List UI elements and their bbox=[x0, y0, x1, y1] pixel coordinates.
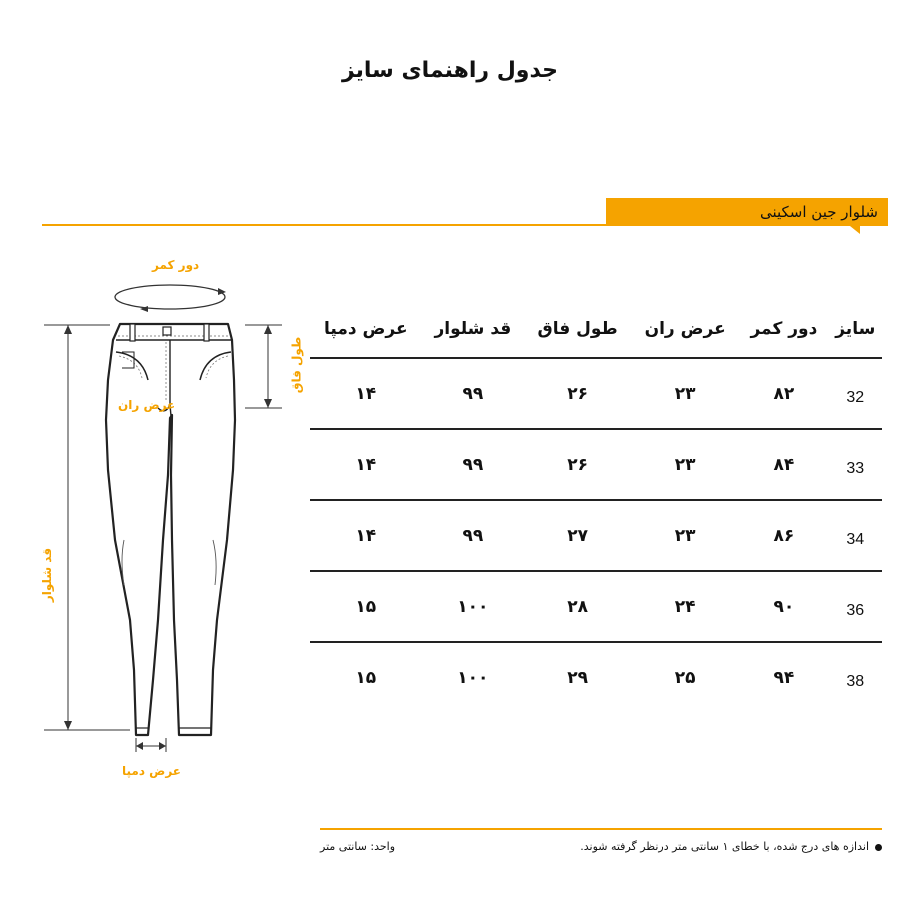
cell-rise: ۲۸ bbox=[524, 571, 631, 642]
header-hem: عرض دمپا bbox=[310, 300, 422, 358]
section-divider bbox=[42, 224, 608, 226]
table-header-row bbox=[310, 300, 882, 358]
header-rise: طول فاق bbox=[524, 300, 631, 358]
bullet-icon bbox=[875, 844, 882, 851]
waist-label: دور کمر bbox=[152, 258, 200, 272]
cell-rise: ۲۷ bbox=[524, 500, 631, 571]
cell-thigh: ۲۴ bbox=[631, 571, 739, 642]
section-header bbox=[606, 198, 888, 226]
jeans-outline-icon bbox=[20, 240, 310, 800]
cell-length: ۹۹ bbox=[422, 429, 525, 500]
cell-size: 38 bbox=[846, 673, 865, 690]
cell-rise: ۲۹ bbox=[567, 668, 588, 688]
cell-length: ۱۰۰ bbox=[457, 668, 489, 688]
cell-hem: ۱۵ bbox=[310, 571, 422, 642]
cell-size: 32 bbox=[829, 358, 882, 429]
cell-rise: ۲۶ bbox=[524, 429, 631, 500]
cell-waist: ۸۲ bbox=[739, 358, 828, 429]
cell-size: 33 bbox=[829, 429, 882, 500]
cell-waist: ۸۶ bbox=[739, 500, 828, 571]
section-label: شلوار جین اسکینی bbox=[759, 203, 878, 221]
cell-thigh: ۲۳ bbox=[631, 358, 739, 429]
footer-divider bbox=[320, 828, 882, 830]
header-waist: دور کمر bbox=[739, 300, 828, 358]
cell-length: ۹۹ bbox=[422, 358, 525, 429]
cell-hem: ۱۴ bbox=[310, 358, 422, 429]
cell-hem: ۱۴ bbox=[310, 429, 422, 500]
thigh-label: عرض ران bbox=[118, 398, 176, 412]
rise-label: طول فاق bbox=[289, 336, 304, 394]
table-row bbox=[310, 642, 882, 713]
cell-waist: ۸۴ bbox=[739, 429, 828, 500]
hem-label: عرض دمپا bbox=[122, 764, 181, 778]
table-row bbox=[310, 358, 882, 429]
page-title: جدول راهنمای سایز bbox=[341, 58, 559, 83]
cell-length: ۹۹ bbox=[422, 500, 525, 571]
table-row bbox=[310, 571, 882, 642]
length-label: قد شلوار bbox=[40, 547, 55, 603]
cell-length: ۱۰۰ bbox=[422, 571, 525, 642]
table-row bbox=[310, 429, 882, 500]
header-thigh: عرض ران bbox=[631, 300, 739, 358]
footer-note bbox=[580, 840, 882, 853]
header-length: قد شلوار bbox=[422, 300, 525, 358]
jeans-measurement-diagram bbox=[20, 240, 310, 800]
cell-hem: ۱۴ bbox=[310, 500, 422, 571]
section-tab-notch bbox=[850, 226, 860, 234]
cell-waist: ۹۴ bbox=[773, 668, 795, 688]
unit-label: واحد: سانتی متر bbox=[320, 840, 396, 853]
size-chart-table bbox=[310, 300, 882, 713]
table-row bbox=[310, 500, 882, 571]
cell-thigh: ۲۳ bbox=[631, 429, 739, 500]
cell-thigh: ۲۳ bbox=[631, 500, 739, 571]
footer-note-text: اندازه های درج شده، با خطای ۱ سانتی متر درنظر گرفته شوند. bbox=[580, 840, 869, 853]
cell-waist: ۹۰ bbox=[739, 571, 828, 642]
cell-rise: ۲۶ bbox=[524, 358, 631, 429]
header-size: سایز bbox=[829, 300, 882, 358]
cell-hem: ۱۵ bbox=[355, 668, 377, 688]
cell-size: 36 bbox=[829, 571, 882, 642]
cell-thigh: ۲۵ bbox=[674, 668, 696, 688]
cell-size: 34 bbox=[829, 500, 882, 571]
